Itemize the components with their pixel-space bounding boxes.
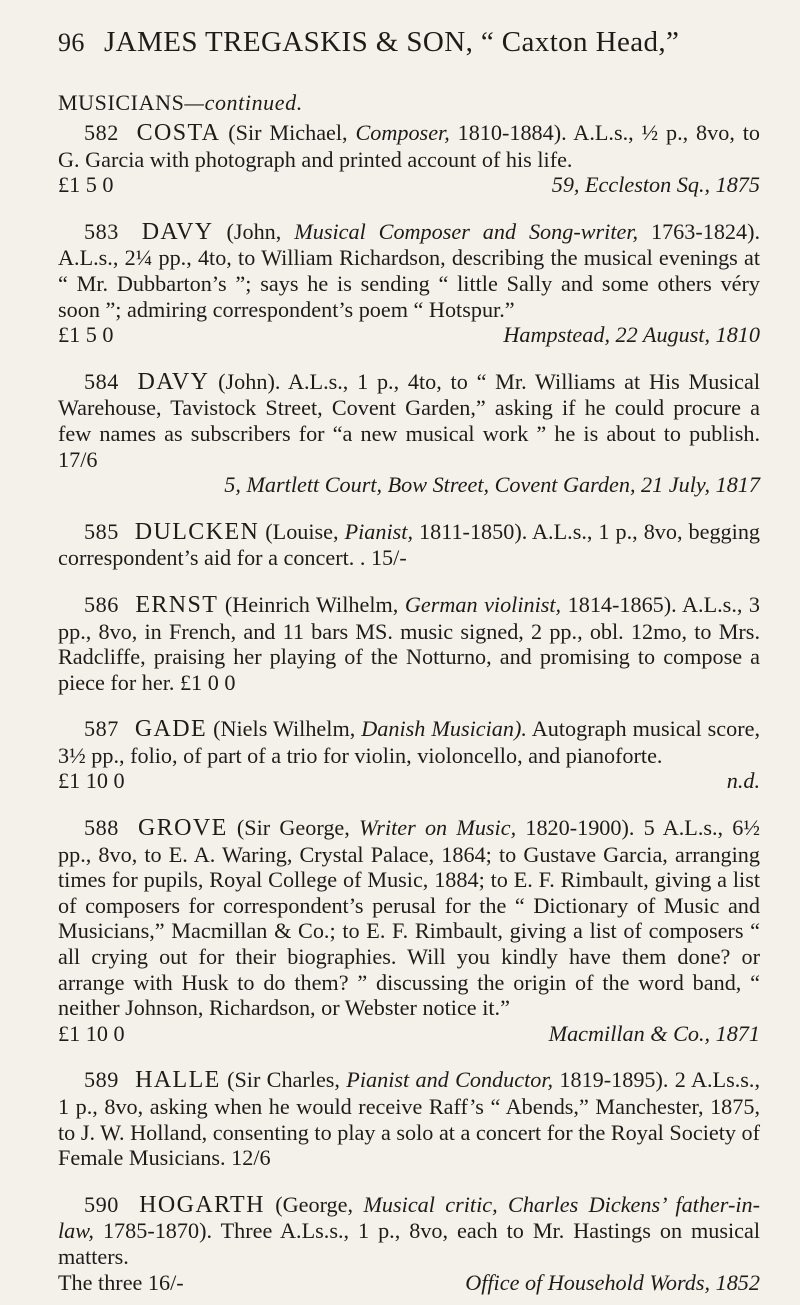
entry-body: 1814-1865). A.L.s., 3 pp., 8vo, in French, and 11 bars MS. music signed, 2 pp., obl. 12mo, to Mrs. Radcliffe, praising her playing of the Notturno, and promising to compose a piece for her. £1 0 0	[58, 591, 761, 695]
entry-role: Musical critic, Charles Dickens’ father-in-law,	[58, 1191, 761, 1244]
running-title: JAMES TREGASKIS & SON, “ Caxton Head,”	[104, 26, 680, 58]
entry-name: COSTA	[136, 120, 221, 146]
entry-price: The three 16/-	[58, 1269, 184, 1295]
entry-name: ERNST	[135, 591, 219, 618]
page-number: 96	[58, 28, 85, 57]
entry-role: Danish Musician).	[361, 716, 527, 742]
entry-name: GADE	[134, 716, 208, 743]
entry-role: Pianist,	[344, 518, 413, 544]
entry-open: (Sir George,	[236, 815, 350, 841]
catalogue-entry	[58, 519, 760, 571]
entry-role: Pianist and Conductor,	[346, 1067, 554, 1093]
section-heading	[58, 86, 760, 120]
entry-footer	[58, 768, 760, 794]
entry-open: (Sir Charles,	[227, 1067, 340, 1093]
lot-number: 586	[84, 591, 119, 617]
entry-open: (George,	[275, 1191, 354, 1217]
catalogue-entry	[58, 1192, 760, 1295]
entry-body: 1810-1884). A.L.s., ½ p., 8vo, to G. Garcia with photograph and printed account of his life.	[58, 120, 760, 172]
lot-number: 589	[84, 1067, 119, 1093]
entry-open: (Sir Michael,	[228, 120, 348, 145]
catalogue-entry	[58, 716, 760, 794]
entry-body: 1819-1895). 2 A.Ls.s., 1 p., 8vo, asking when he would receive Raff’s “ Abends,” Manchester, 1875, to J. W. Holland, consenting to play a solo at a concert for the Royal Society of Female Musicians. 12/6	[58, 1067, 760, 1171]
entry-place: Hampstead, 22 August, 1810	[503, 322, 760, 348]
catalogue-entry	[58, 219, 760, 348]
entry-role: Musical Composer and Song-writer,	[294, 218, 639, 244]
lot-number: 587	[84, 716, 119, 742]
entry-place: Office of Household Words, 1852	[465, 1269, 760, 1295]
entry-footer	[58, 172, 760, 198]
entry-role: Writer on Music,	[359, 815, 517, 841]
entry-open: (Niels Wilhelm,	[213, 716, 356, 742]
running-header	[58, 26, 760, 66]
section-label: MUSICIANS	[58, 90, 185, 115]
entry-footer	[58, 1021, 760, 1047]
section-continued: —continued.	[184, 90, 303, 115]
entry-name: HOGARTH	[139, 1191, 265, 1218]
entry-body: 1811-1850). A.L.s., 1 p., 8vo, begging correspondent’s aid for a concert. . 15/-	[58, 518, 761, 571]
entry-name: DULCKEN	[134, 518, 260, 545]
catalogue-entry	[58, 1067, 760, 1170]
entry-open: (Louise,	[265, 518, 339, 544]
entry-place: 5, Martlett Court, Bow Street, Covent Garden, 21 July, 1817	[224, 472, 760, 498]
entry-open: (Heinrich Wilhelm,	[224, 591, 399, 617]
lot-number: 583	[84, 218, 119, 244]
catalogue-entry	[58, 815, 760, 1046]
entry-name: DAVY	[141, 218, 214, 245]
entry-open: (John,	[226, 218, 282, 244]
entry-role: German violinist,	[404, 591, 562, 617]
entry-body: 1763-1824). A.L.s., 2¼ pp., 4to, to William Richardson, describing the musical evenings at “ Mr. Dubbarton’s ”; says he is sending “ little Sally and some others véry soon ”; admiring correspondent’s poem “ Hotspur.”	[58, 218, 761, 322]
entry-name: GROVE	[138, 815, 228, 842]
entry-price: £1 5 0	[58, 322, 114, 348]
entry-place: 59, Eccleston Sq., 1875	[551, 172, 760, 198]
entry-footer	[58, 472, 760, 498]
entry-price: £1 5 0	[58, 172, 114, 198]
entry-body: Autograph musical score, 3½ pp., folio, of part of a trio for violin, violoncello, and pianoforte.	[58, 716, 761, 768]
entry-footer	[58, 1270, 760, 1296]
entry-body: A.L.s., 1 p., 4to, to “ Mr. Williams at His Musical Warehouse, Tavistock Street, Covent Garden,” asking if he could procure a few names as subscribers for “a new musical work ” he is about to publish. 17/6	[58, 368, 761, 472]
entry-place: Macmillan & Co., 1871	[548, 1020, 760, 1046]
catalogue-entry	[58, 592, 760, 695]
entry-list	[58, 120, 760, 1295]
entry-open: (John).	[218, 368, 281, 394]
entry-body: 1785-1870). Three A.Ls.s., 1 p., 8vo, each to Mr. Hastings on musical matters.	[58, 1218, 761, 1269]
catalogue-entry	[58, 120, 760, 198]
entry-price: £1 10 0	[58, 1020, 125, 1046]
entry-place: n.d.	[726, 768, 760, 794]
entry-footer	[58, 322, 760, 348]
entry-body: 1820-1900). 5 A.L.s., 6½ pp., 8vo, to E. A. Waring, Crystal Palace, 1864; to Gustave Garcia, arranging times for pupils, Royal College of Music, 1884; to E. F. Rimbault, giving a list of composers for correspondent’s perusal for the “ Dictionary of Music and Musicians,” Macmillan & Co.; to E. F. Rimbault, giving a list of composers “ all crying out for their biographies. Will you kindly have them done? or arrange with Husk to do them? ” discussing the origin of the word band, “ neither Johnson, Richardson, or Webster notice it.”	[58, 815, 761, 1021]
entry-name: HALLE	[135, 1067, 221, 1094]
entry-role: Composer,	[355, 120, 450, 145]
entry-price: £1 10 0	[58, 768, 125, 794]
lot-number: 590	[84, 1191, 119, 1217]
lot-number: 584	[84, 368, 119, 394]
catalogue-entry	[58, 369, 760, 498]
lot-number: 588	[84, 815, 119, 841]
lot-number: 582	[84, 120, 119, 145]
entry-name: DAVY	[137, 368, 210, 395]
lot-number: 585	[84, 518, 119, 544]
